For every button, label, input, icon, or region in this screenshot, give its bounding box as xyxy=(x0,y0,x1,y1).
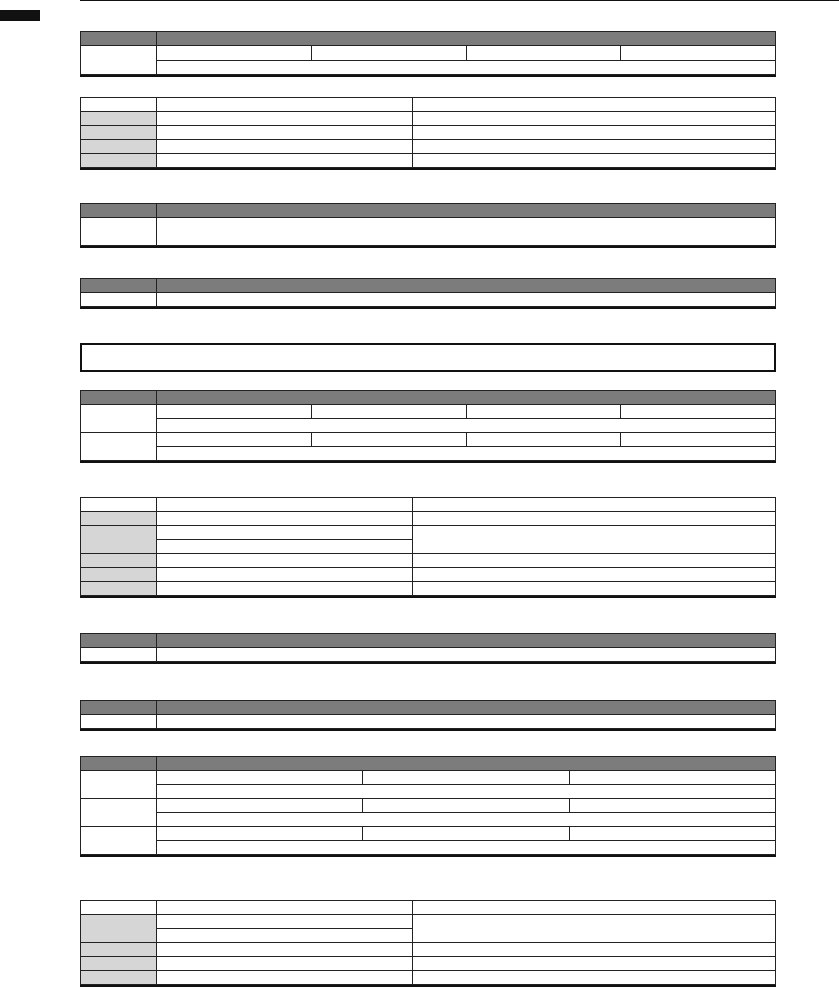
table-header xyxy=(157,757,776,771)
table-cell xyxy=(157,648,776,662)
table-header xyxy=(157,391,776,405)
table-header xyxy=(157,634,776,648)
table-header xyxy=(157,32,776,46)
row-label xyxy=(81,582,157,596)
row-label xyxy=(81,526,157,554)
table-cell xyxy=(157,540,413,554)
table-header-label xyxy=(81,204,157,218)
table-cell xyxy=(413,526,776,554)
table-cell xyxy=(157,140,413,154)
row-label xyxy=(81,715,157,729)
table-cell xyxy=(157,218,776,246)
spec-table-10 xyxy=(80,900,776,987)
table-cell xyxy=(157,154,413,168)
table-cell xyxy=(157,943,413,957)
table-cell xyxy=(569,827,775,841)
table-cell xyxy=(157,112,413,126)
row-label xyxy=(81,126,157,140)
table-cell xyxy=(466,46,621,61)
table-cell xyxy=(413,126,776,140)
column-header xyxy=(413,901,776,915)
row-label xyxy=(81,218,157,246)
table-cell xyxy=(363,771,569,785)
table-cell xyxy=(311,46,466,61)
table-header-label xyxy=(81,634,157,648)
table-cell xyxy=(157,971,413,985)
corner-cell xyxy=(81,98,157,112)
table-cell xyxy=(157,929,413,943)
table-note xyxy=(157,813,776,827)
spec-table-8 xyxy=(80,700,776,731)
row-label xyxy=(81,957,157,971)
row-label xyxy=(81,154,157,168)
row-label xyxy=(81,915,157,943)
spec-table-5 xyxy=(80,390,776,463)
spec-table-4 xyxy=(80,278,776,309)
table-cell xyxy=(413,512,776,526)
table-cell xyxy=(413,554,776,568)
spec-table-7 xyxy=(80,633,776,664)
table-cell xyxy=(621,405,776,419)
table-note xyxy=(157,419,776,433)
top-rule xyxy=(80,0,839,1)
table-cell xyxy=(413,154,776,168)
table-cell xyxy=(157,293,776,307)
spec-table-9 xyxy=(80,756,776,857)
table-cell xyxy=(569,771,775,785)
table-header-label xyxy=(81,391,157,405)
row-label xyxy=(81,648,157,662)
column-header xyxy=(157,901,413,915)
spec-table-3 xyxy=(80,203,776,248)
table-cell xyxy=(157,771,363,785)
table-note xyxy=(157,841,776,855)
table-cell xyxy=(157,915,413,929)
corner-cell xyxy=(81,498,157,512)
table-note xyxy=(157,447,776,461)
column-header xyxy=(157,98,413,112)
row-label xyxy=(81,46,157,75)
column-header xyxy=(413,98,776,112)
table-header xyxy=(157,204,776,218)
table-cell xyxy=(413,140,776,154)
table-cell xyxy=(413,112,776,126)
table-header-label xyxy=(81,757,157,771)
table-header-label xyxy=(81,701,157,715)
column-header xyxy=(413,498,776,512)
table-cell xyxy=(621,46,776,61)
row-label xyxy=(81,827,157,855)
table-cell xyxy=(413,582,776,596)
spec-table-1 xyxy=(80,31,776,77)
table-cell xyxy=(157,799,363,813)
table-cell xyxy=(157,46,312,61)
row-label xyxy=(81,512,157,526)
row-label xyxy=(81,433,157,461)
section-banner xyxy=(80,343,776,372)
table-cell xyxy=(157,568,413,582)
table-cell xyxy=(363,827,569,841)
table-cell xyxy=(311,405,466,419)
row-label xyxy=(81,971,157,985)
table-cell xyxy=(157,126,413,140)
table-header xyxy=(157,279,776,293)
row-label xyxy=(81,554,157,568)
page-tab xyxy=(0,10,40,21)
table-cell xyxy=(311,433,466,447)
table-note xyxy=(157,60,776,75)
table-cell xyxy=(157,526,413,540)
table-cell xyxy=(413,943,776,957)
table-header xyxy=(157,701,776,715)
spec-table-2 xyxy=(80,97,776,170)
row-label xyxy=(81,943,157,957)
table-cell xyxy=(157,405,312,419)
table-cell xyxy=(413,568,776,582)
table-note xyxy=(157,785,776,799)
row-label xyxy=(81,293,157,307)
row-label xyxy=(81,405,157,433)
column-header xyxy=(157,498,413,512)
table-cell xyxy=(157,582,413,596)
table-cell xyxy=(157,433,312,447)
row-label xyxy=(81,771,157,799)
table-cell xyxy=(413,915,776,943)
row-label xyxy=(81,799,157,827)
table-cell xyxy=(413,957,776,971)
row-label xyxy=(81,112,157,126)
table-cell xyxy=(569,799,775,813)
table-cell xyxy=(157,715,776,729)
table-header-label xyxy=(81,32,157,46)
row-label xyxy=(81,568,157,582)
table-header-label xyxy=(81,279,157,293)
table-cell xyxy=(157,827,363,841)
row-label xyxy=(81,140,157,154)
table-cell xyxy=(466,405,621,419)
table-cell xyxy=(413,971,776,985)
table-cell xyxy=(466,433,621,447)
corner-cell xyxy=(81,901,157,915)
spec-table-6 xyxy=(80,497,776,598)
table-cell xyxy=(157,512,413,526)
table-cell xyxy=(621,433,776,447)
table-cell xyxy=(157,554,413,568)
table-cell xyxy=(363,799,569,813)
table-cell xyxy=(157,957,413,971)
